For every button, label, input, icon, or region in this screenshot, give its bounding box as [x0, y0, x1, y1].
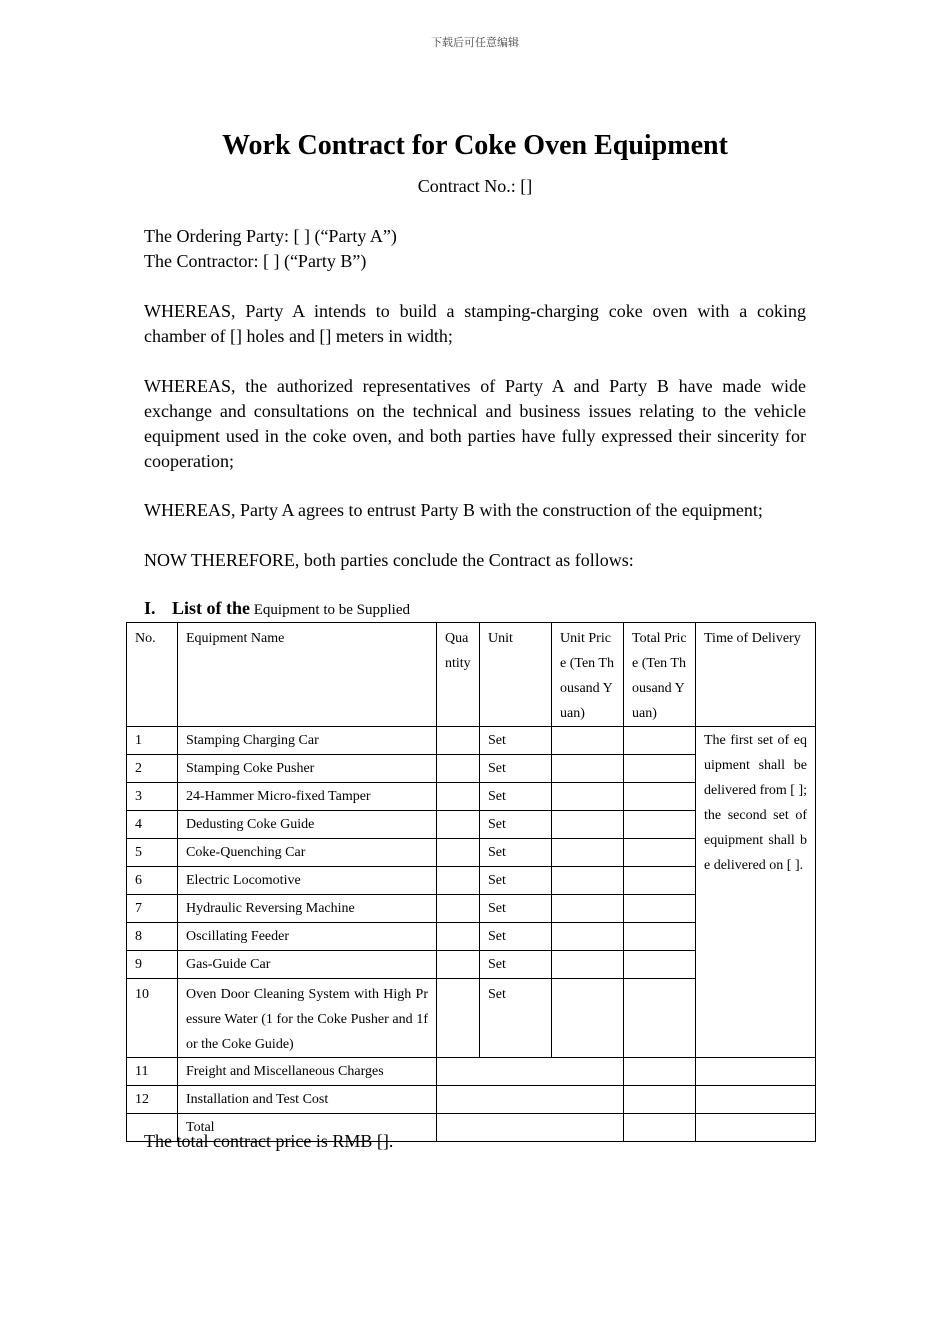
row-equipment-name: 24-Hammer Micro-fixed Tamper	[178, 783, 437, 811]
row-unit-price	[552, 783, 624, 811]
row-total-price	[624, 979, 696, 1058]
row-no: 4	[127, 811, 178, 839]
header-no: No.	[127, 623, 178, 727]
row-equipment-name: Electric Locomotive	[178, 867, 437, 895]
total-price-statement: The total contract price is RMB [].	[144, 1131, 394, 1151]
row-total-price	[624, 755, 696, 783]
row-total-price	[624, 895, 696, 923]
row-no: 12	[127, 1086, 178, 1114]
row-total-price	[624, 783, 696, 811]
contractor-party: The Contractor: [ ] (“Party B”)	[144, 251, 367, 271]
row-total-price	[624, 1058, 696, 1086]
row-no: 2	[127, 755, 178, 783]
row-quantity	[437, 811, 480, 839]
row-delivery	[696, 1114, 816, 1142]
section-title-bold: List of the	[172, 598, 250, 618]
whereas-clause-2: WHEREAS, the authorized representatives of Party A and Party B have made wide exchange and consultations on the technical and business issues relating to the vehicle equipment used in the coke oven, and both parties have fully expressed their sincerity for cooperation;	[144, 376, 806, 471]
delivery-note-cell: The first set of equipment shall be delivered from [ ]; the second set of equipment shall be delivered on [ ].	[696, 727, 816, 1058]
row-quantity	[437, 923, 480, 951]
header-equipment-name: Equipment Name	[178, 623, 437, 727]
row-total-price	[624, 1086, 696, 1114]
now-therefore-clause: NOW THEREFORE, both parties conclude the Contract as follows:	[144, 550, 634, 570]
header-total-price: Total Price (Ten Thousand Yuan)	[624, 623, 696, 727]
row-unit: Set	[480, 951, 552, 979]
header-note: 下载后可任意编辑	[431, 36, 519, 49]
row-total-price	[624, 923, 696, 951]
row-unit: Set	[480, 727, 552, 755]
ordering-party: The Ordering Party: [ ] (“Party A”)	[144, 226, 397, 246]
row-no: 5	[127, 839, 178, 867]
row-quantity-unit-price-merged	[437, 1086, 624, 1114]
row-quantity	[437, 839, 480, 867]
table-header-row	[127, 623, 816, 727]
table-row	[127, 1058, 816, 1086]
row-unit: Set	[480, 811, 552, 839]
row-quantity	[437, 979, 480, 1058]
header-unit-price: Unit Price (Ten Thousand Yuan)	[552, 623, 624, 727]
row-no: 1	[127, 727, 178, 755]
row-quantity	[437, 895, 480, 923]
header-time-of-delivery: Time of Delivery	[696, 623, 816, 727]
row-total-price	[624, 727, 696, 755]
table-row	[127, 1086, 816, 1114]
row-equipment-name: Dedusting Coke Guide	[178, 811, 437, 839]
row-equipment-name: Hydraulic Reversing Machine	[178, 895, 437, 923]
row-no: 11	[127, 1058, 178, 1086]
parties-block	[144, 224, 806, 274]
row-unit-price	[552, 839, 624, 867]
contract-number: Contract No.: []	[417, 176, 533, 196]
header-unit: Unit	[480, 623, 552, 727]
document-title: Work Contract for Coke Oven Equipment	[222, 130, 728, 161]
row-equipment-name: Stamping Charging Car	[178, 727, 437, 755]
row-unit: Set	[480, 783, 552, 811]
table-row	[127, 727, 816, 755]
row-unit: Set	[480, 755, 552, 783]
row-no: 10	[127, 979, 178, 1058]
row-unit: Set	[480, 923, 552, 951]
row-quantity-unit-price-merged	[437, 1058, 624, 1086]
row-equipment-name: Installation and Test Cost	[178, 1086, 437, 1114]
header-quantity: Quantity	[437, 623, 480, 727]
row-unit: Set	[480, 895, 552, 923]
row-unit-price	[552, 895, 624, 923]
row-total-price	[624, 1114, 696, 1142]
row-no: 7	[127, 895, 178, 923]
row-unit-price	[552, 979, 624, 1058]
row-no: 9	[127, 951, 178, 979]
row-quantity	[437, 755, 480, 783]
row-total-price	[624, 867, 696, 895]
row-total-price	[624, 951, 696, 979]
row-unit-price	[552, 951, 624, 979]
whereas-clause-3: WHEREAS, Party A agrees to entrust Party B with the construction of the equipment;	[144, 500, 763, 520]
section-number: I.	[144, 598, 156, 618]
row-delivery	[696, 1086, 816, 1114]
row-quantity	[437, 867, 480, 895]
row-no: 8	[127, 923, 178, 951]
row-unit-price	[552, 811, 624, 839]
row-total-price	[624, 811, 696, 839]
row-equipment-name: Freight and Miscellaneous Charges	[178, 1058, 437, 1086]
equipment-table	[126, 622, 816, 1142]
row-equipment-name: Oven Door Cleaning System with High Pressure Water (1 for the Coke Pusher and 1for the Coke Guide)	[178, 979, 437, 1058]
row-quantity	[437, 727, 480, 755]
row-unit: Set	[480, 839, 552, 867]
row-no: 6	[127, 867, 178, 895]
row-quantity	[437, 951, 480, 979]
row-unit-price	[552, 867, 624, 895]
row-unit-price	[552, 755, 624, 783]
total-label: Total	[178, 1114, 437, 1142]
row-no: 3	[127, 783, 178, 811]
row-delivery	[696, 1058, 816, 1086]
section-heading	[144, 598, 410, 619]
row-equipment-name: Stamping Coke Pusher	[178, 755, 437, 783]
row-unit-price	[552, 923, 624, 951]
row-equipment-name: Gas-Guide Car	[178, 951, 437, 979]
whereas-clause-1: WHEREAS, Party A intends to build a stamping-charging coke oven with a coking chamber of [] holes and [] meters in width;	[144, 301, 806, 346]
row-quantity	[437, 783, 480, 811]
section-title-rest: Equipment to be Supplied	[253, 602, 410, 618]
row-unit: Set	[480, 979, 552, 1058]
row-equipment-name: Oscillating Feeder	[178, 923, 437, 951]
row-unit-price	[552, 727, 624, 755]
row-equipment-name: Coke-Quenching Car	[178, 839, 437, 867]
row-unit: Set	[480, 867, 552, 895]
row-quantity-unit-price-merged	[437, 1114, 624, 1142]
row-total-price	[624, 839, 696, 867]
